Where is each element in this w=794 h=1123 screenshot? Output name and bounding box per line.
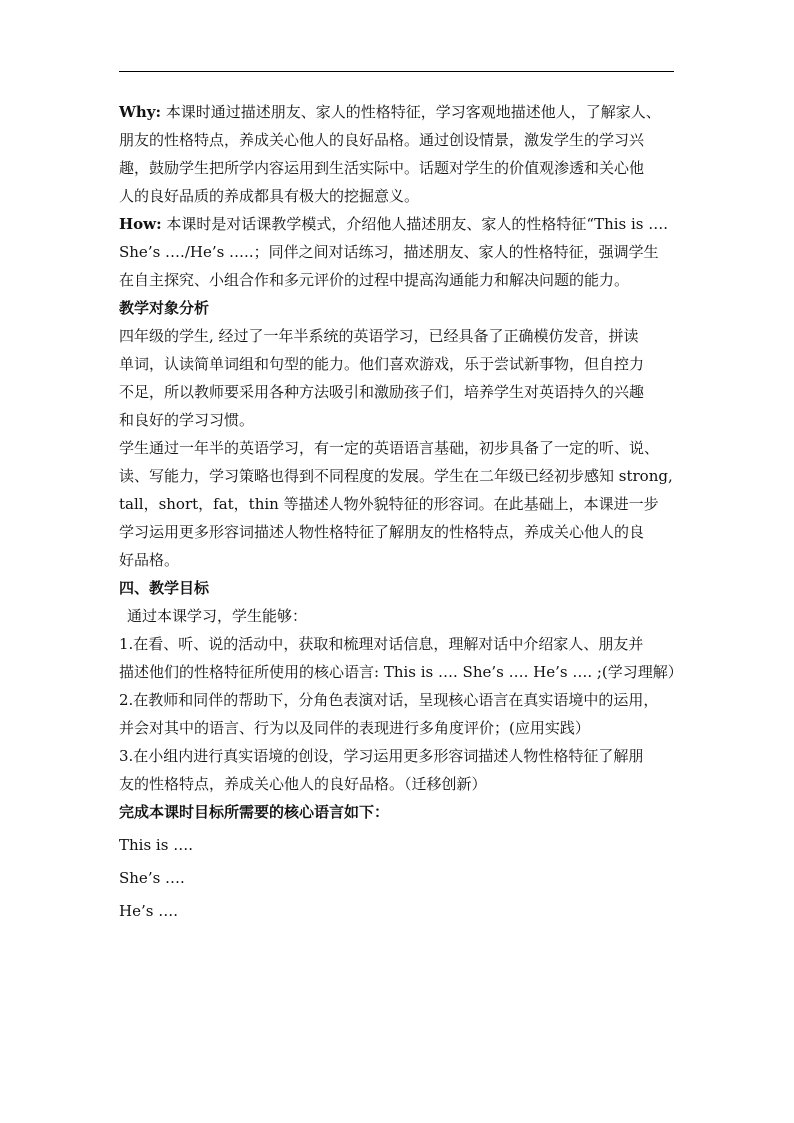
analysis-p1-line-2: 单词，认读简单词组和句型的能力。他们喜欢游戏，乐于尝试新事物，但自控力 — [119, 355, 645, 373]
header-rule — [119, 71, 674, 72]
why-line-3: 趣，鼓励学生把所学内容运用到生活实际中。话题对学生的价值观渗透和关心他 — [119, 159, 645, 177]
core-language-heading: 完成本课时目标所需要的核心语言如下： — [119, 803, 390, 821]
goal-line-3: 2.在教师和同伴的帮助下，分角色表演对话，呈现核心语言在真实语境中的运用， — [119, 691, 659, 709]
analysis-p2-line-3: tall，short，fat，thin 等描述人物外貌特征的形容词。在此基础上，本课进一步 — [119, 495, 659, 513]
why-text: 本课时通过描述朋友、家人的性格特征，学习客观地描述他人，了解家人、 — [161, 103, 661, 121]
goal-line-4: 并会对其中的语言、行为以及同伴的表现进行多角度评价；(应用实践） — [119, 719, 590, 737]
analysis-p2-line-5: 好品格。 — [119, 551, 180, 569]
core-language-item: She’s …. — [119, 869, 185, 887]
goal-line-1: 1.在看、听、说的活动中，获取和梳理对话信息，理解对话中介绍家人、朋友并 — [119, 635, 644, 653]
how-line-1 — [119, 210, 679, 238]
how-label: How: — [119, 215, 162, 233]
goal-line-2: 描述他们的性格特征所使用的核心语言: This is …. She’s …. He’s …. ;(学习理解） — [119, 663, 683, 681]
analysis-p1-line-4: 和良好的学习习惯。 — [119, 411, 255, 429]
goals-intro: 通过本课学习，学生能够： — [127, 607, 308, 625]
how-line-3: 在自主探究、小组合作和多元评价的过程中提高沟通能力和解决问题的能力。 — [119, 271, 630, 289]
how-line-2: She’s …./He’s …..；同伴之间对话练习，描述朋友、家人的性格特征，强调学生 — [119, 243, 659, 261]
analysis-p2-line-1: 学生通过一年半的英语学习，有一定的英语语言基础，初步具备了一定的听、说、 — [119, 439, 660, 457]
why-line-4: 人的良好品质的养成都具有极大的挖掘意义。 — [119, 187, 420, 205]
why-line-2: 朋友的性格特点，养成关心他人的良好品格。通过创设情景，激发学生的学习兴 — [119, 131, 645, 149]
analysis-p2-line-2: 读、写能力，学习策略也得到不同程度的发展。学生在二年级已经初步感知 strong, — [119, 467, 673, 485]
analysis-heading: 教学对象分析 — [119, 299, 210, 317]
analysis-p2-line-4: 学习运用更多形容词描述人物性格特征了解朋友的性格特点，养成关心他人的良 — [119, 523, 645, 541]
how-text: 本课时是对话课教学模式，介绍他人描述朋友、家人的性格特征“This is …. — [161, 215, 669, 233]
goal-line-6: 友的性格特点，养成关心他人的良好品格。（迁移创新） — [119, 775, 487, 793]
analysis-p1-line-3: 不足，所以教师要采用各种方法吸引和激励孩子们，培养学生对英语持久的兴趣 — [119, 383, 645, 401]
analysis-p1-line-1: 四年级的学生, 经过了一年半系统的英语学习，已经具备了正确模仿发音，拼读 — [119, 327, 639, 345]
core-language-item: This is …. — [119, 836, 193, 854]
core-language-item: He’s …. — [119, 902, 178, 920]
why-label: Why: — [119, 103, 162, 121]
why-line-1 — [119, 98, 679, 126]
document-body — [119, 98, 683, 925]
goal-line-5: 3.在小组内进行真实语境的创设，学习运用更多形容词描述人物性格特征了解朋 — [119, 747, 644, 765]
goals-heading: 四、教学目标 — [119, 579, 210, 597]
